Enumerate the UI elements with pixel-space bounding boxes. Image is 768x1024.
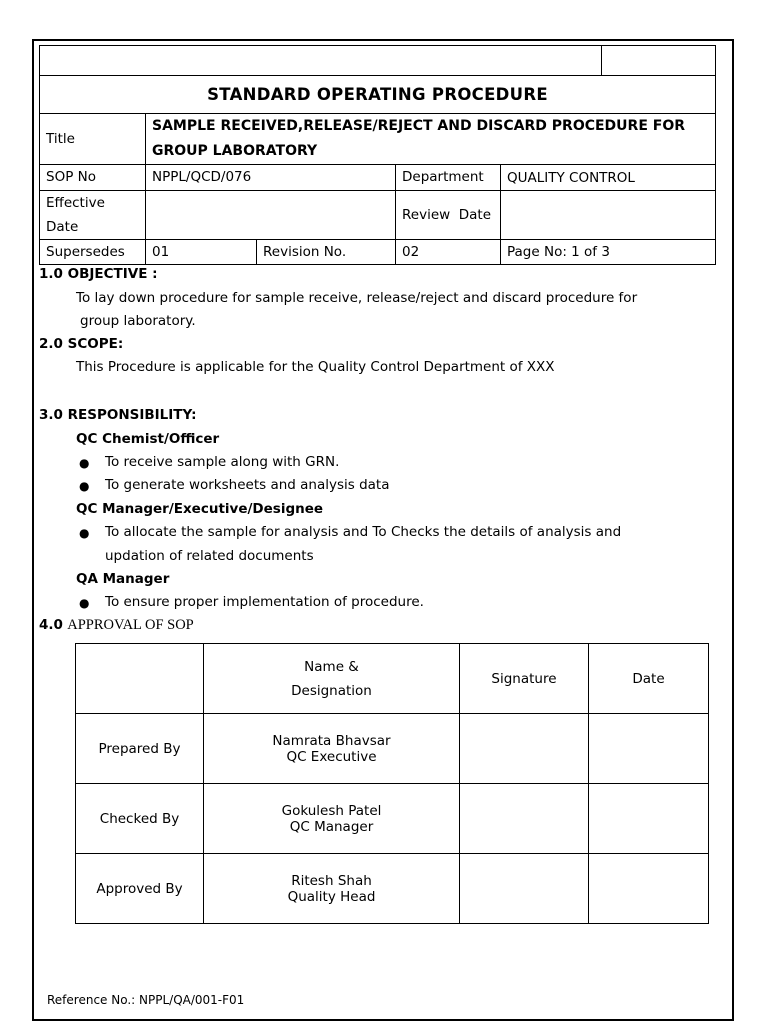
review-date-label: Review Date bbox=[396, 191, 501, 240]
revision-value: 02 bbox=[396, 240, 501, 265]
approver-name: Ritesh Shah bbox=[291, 872, 372, 889]
date-cell bbox=[589, 714, 709, 784]
supersedes-value: 01 bbox=[146, 240, 257, 265]
signature-header: Signature bbox=[460, 644, 589, 714]
department-label: Department bbox=[396, 165, 501, 191]
approver-name: Namrata Bhavsar bbox=[272, 732, 391, 749]
responsibility-item: To allocate the sample for analysis and To Checks the details of analysis and bbox=[105, 524, 622, 540]
responsibility-heading: 3.0 RESPONSIBILITY: bbox=[39, 407, 197, 423]
responsibility-item: To ensure proper implementation of procedure. bbox=[105, 594, 424, 610]
effective-date-value bbox=[146, 191, 396, 240]
bullet-icon: ● bbox=[79, 456, 90, 470]
approval-row-label: Checked By bbox=[76, 784, 204, 854]
objective-heading: 1.0 OBJECTIVE : bbox=[39, 266, 158, 282]
effective-date-label: Effective Date bbox=[40, 191, 146, 240]
date-cell bbox=[589, 784, 709, 854]
revision-label: Revision No. bbox=[257, 240, 396, 265]
department-value: QUALITY CONTROL bbox=[501, 165, 716, 191]
sop-header-table bbox=[39, 45, 716, 265]
supersedes-label: Supersedes bbox=[40, 240, 146, 265]
document-title: STANDARD OPERATING PROCEDURE bbox=[40, 76, 716, 114]
approver-name: Gokulesh Patel bbox=[281, 802, 382, 819]
sop-title: SAMPLE RECEIVED,RELEASE/REJECT AND DISCARD PROCEDURE FOR GROUP LABORATORY bbox=[146, 114, 716, 165]
responsibility-item-continued: updation of related documents bbox=[105, 548, 314, 564]
name-designation-header bbox=[204, 644, 460, 714]
bullet-icon: ● bbox=[79, 479, 90, 493]
role-title: QC Manager/Executive/Designee bbox=[76, 501, 324, 517]
scope-text: This Procedure is applicable for the Quality Control Department of XXX bbox=[76, 359, 555, 375]
approval-table bbox=[75, 643, 709, 924]
role-title: QC Chemist/Officer bbox=[76, 431, 220, 447]
review-date-value bbox=[501, 191, 716, 240]
objective-text-line-2: group laboratory. bbox=[80, 313, 196, 329]
date-header: Date bbox=[589, 644, 709, 714]
responsibility-item: To receive sample along with GRN. bbox=[105, 454, 340, 470]
header-blank-cell bbox=[40, 46, 602, 76]
approver-designation: QC Manager bbox=[289, 818, 374, 835]
sop-no-value: NPPL/QCD/076 bbox=[146, 165, 396, 191]
approval-row-label: Prepared By bbox=[76, 714, 204, 784]
approver-cell bbox=[204, 854, 460, 924]
bullet-icon: ● bbox=[79, 526, 90, 540]
approver-cell bbox=[204, 784, 460, 854]
responsibility-item: To generate worksheets and analysis data bbox=[105, 477, 390, 493]
signature-cell bbox=[460, 714, 589, 784]
approver-designation: QC Executive bbox=[286, 748, 377, 765]
sop-no-label: SOP No bbox=[40, 165, 146, 191]
designation-header: Designation bbox=[291, 682, 372, 699]
approval-section-title: APPROVAL OF SOP bbox=[67, 617, 194, 633]
approver-cell bbox=[204, 714, 460, 784]
title-label: Title bbox=[40, 114, 146, 165]
table-row bbox=[76, 854, 709, 924]
table-row bbox=[76, 714, 709, 784]
approval-heading bbox=[39, 617, 194, 634]
role-title: QA Manager bbox=[76, 571, 170, 587]
approval-row-label: Approved By bbox=[76, 854, 204, 924]
signature-cell bbox=[460, 854, 589, 924]
bullet-icon: ● bbox=[79, 596, 90, 610]
table-row bbox=[76, 784, 709, 854]
approval-header-blank bbox=[76, 644, 204, 714]
header-blank-cell-small bbox=[602, 46, 716, 76]
approval-section-number: 4.0 bbox=[39, 617, 63, 633]
signature-cell bbox=[460, 784, 589, 854]
reference-number: Reference No.: NPPL/QA/001-F01 bbox=[47, 993, 245, 1007]
page-number: Page No: 1 of 3 bbox=[501, 240, 716, 265]
name-header: Name & bbox=[304, 658, 359, 675]
approver-designation: Quality Head bbox=[287, 888, 376, 905]
date-cell bbox=[589, 854, 709, 924]
objective-text-line-1: To lay down procedure for sample receive, release/reject and discard procedure for bbox=[76, 290, 638, 306]
scope-heading: 2.0 SCOPE: bbox=[39, 336, 124, 352]
